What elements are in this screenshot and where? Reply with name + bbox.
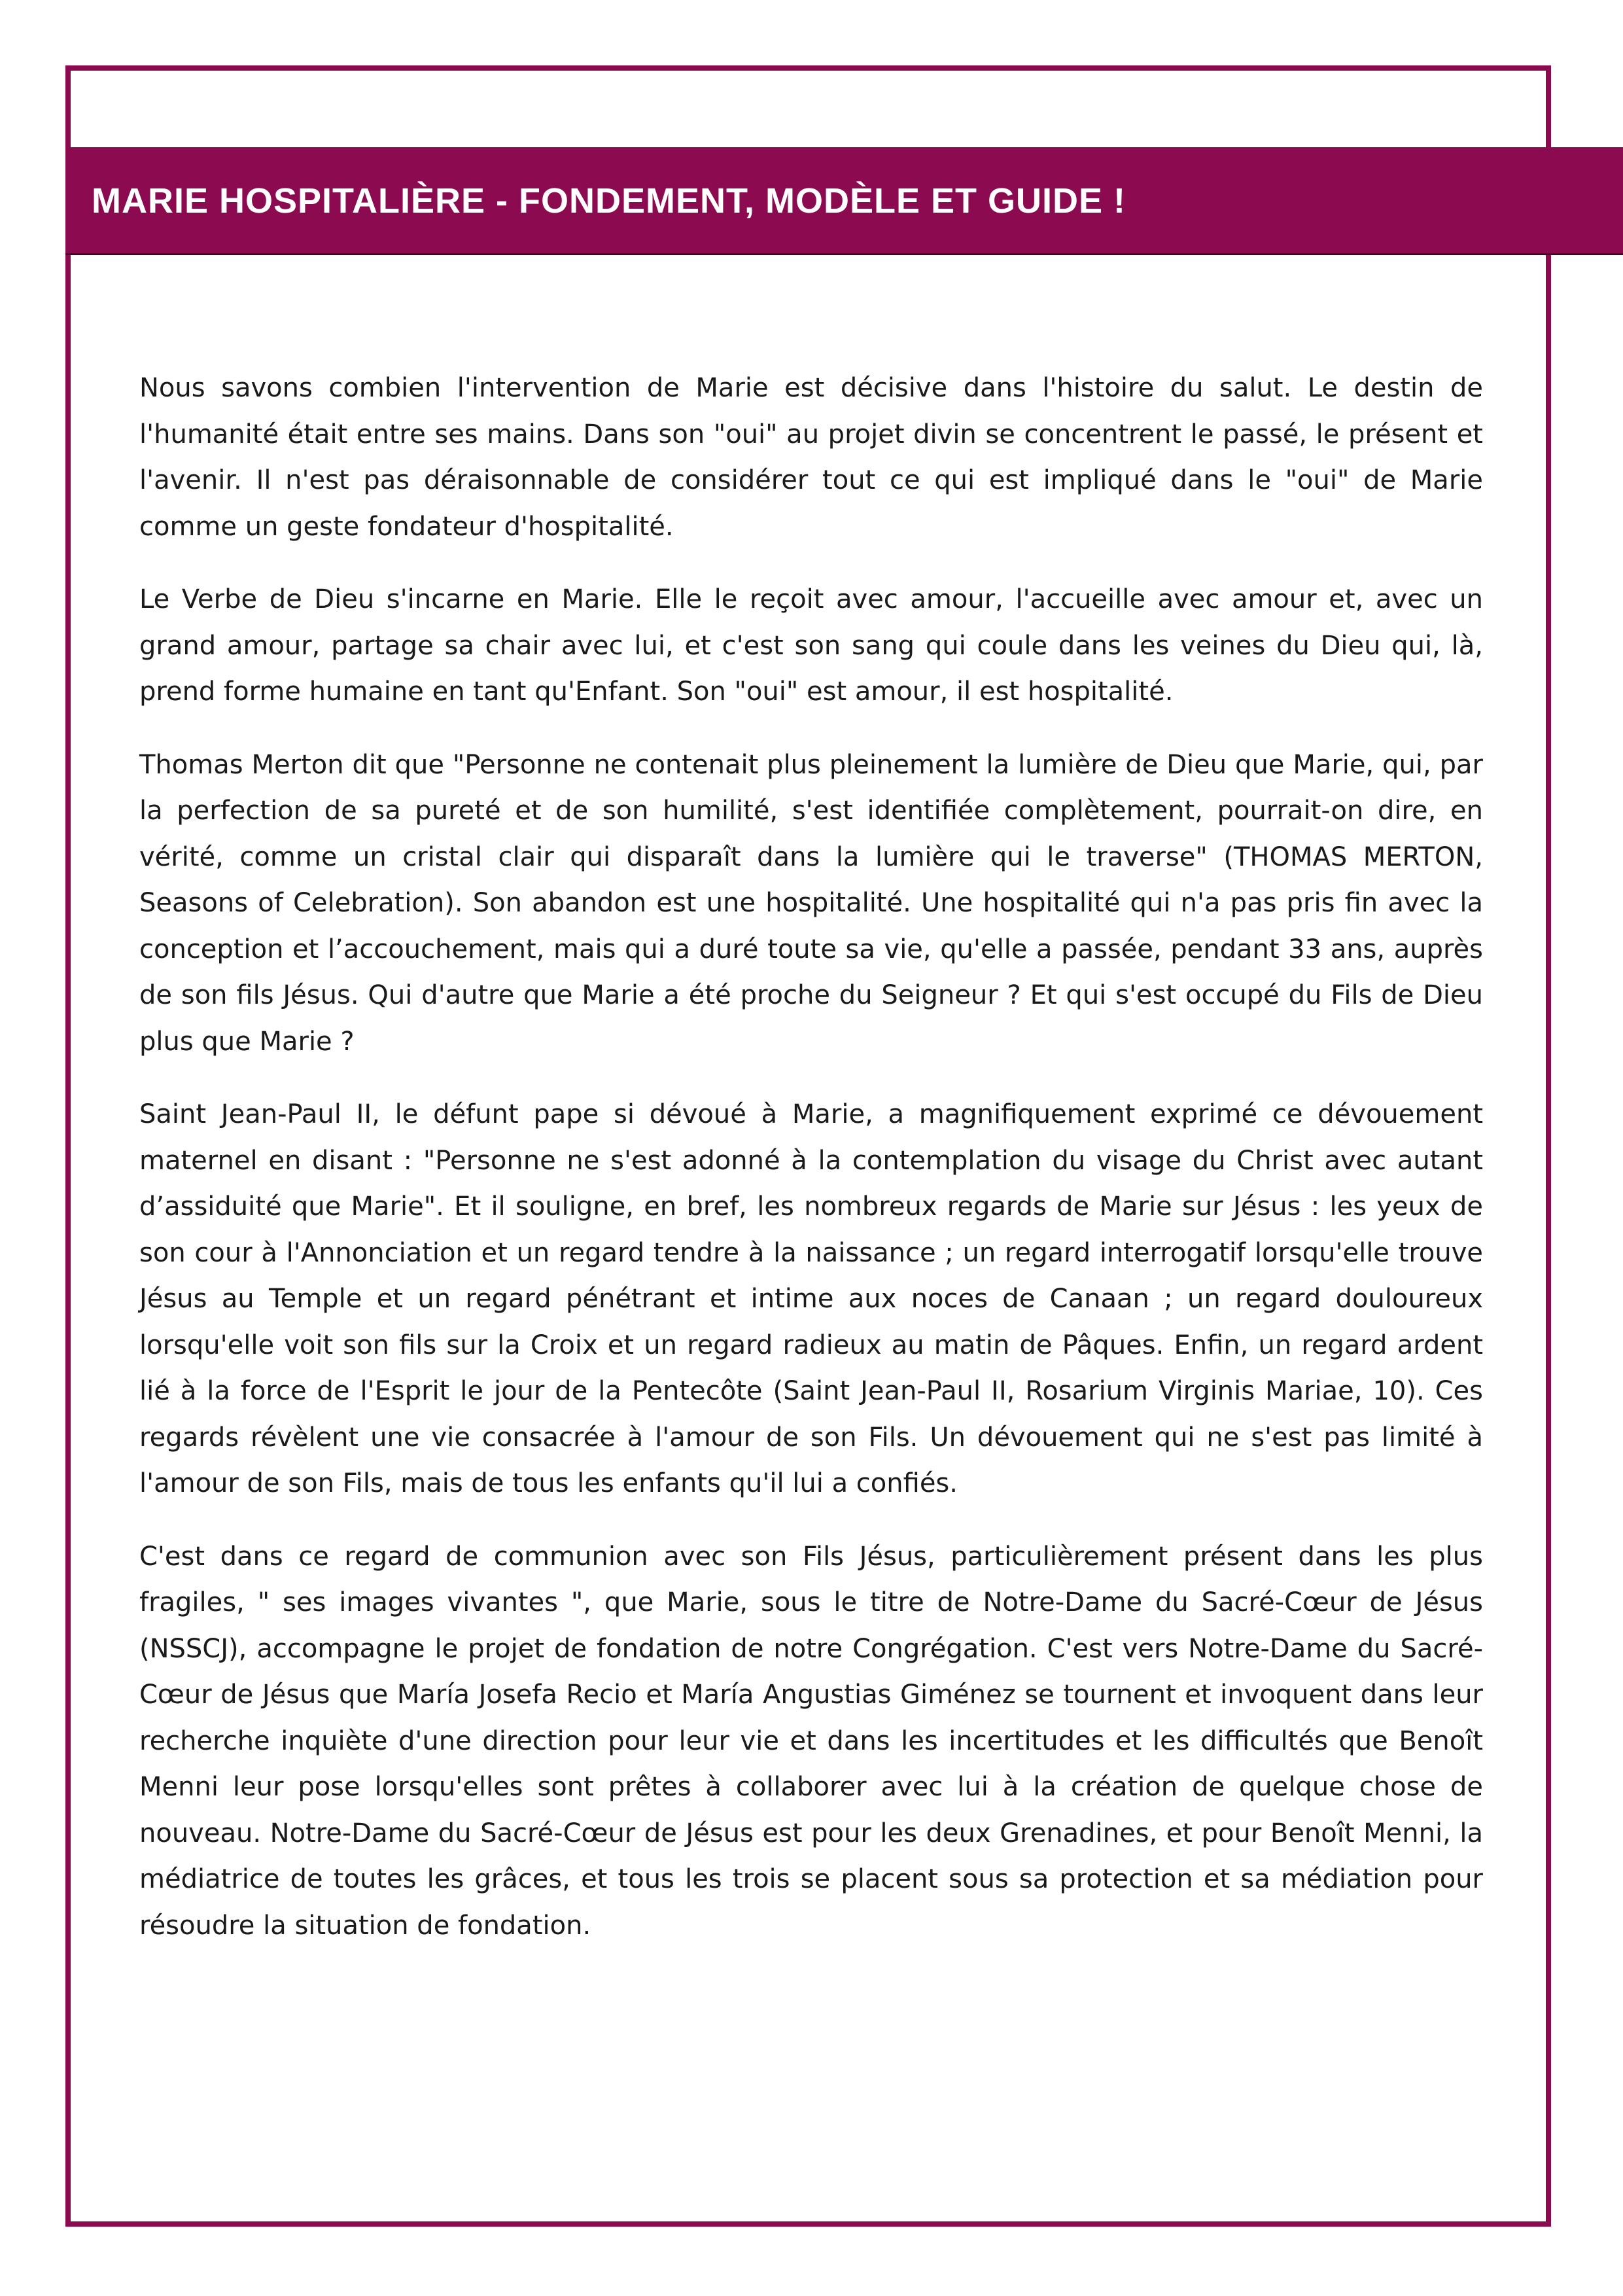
paragraph-3: Thomas Merton dit que "Personne ne contenait plus pleinement la lumière de Dieu que Marie, qui, par la perfection de sa pureté et de son humilité, s'est identifiée complètement, pourrait-on dire, en vérité, comme un cristal clair qui disparaît dans la lumière qui le traverse" (THOMAS MERTON, Seasons of Celebration). Son abandon est une hospitalité. Une hospitalité qui n'a pas pris fin avec la conception et l’accouchement, mais qui a duré toute sa vie, qu'elle a passée, pendant 33 ans, auprès de son fils Jésus. Qui d'autre que Marie a été proche du Seigneur ? Et qui s'est occupé du Fils de Dieu plus que Marie ? [139, 749, 1483, 1057]
article-body [139, 365, 1483, 1975]
page-title: MARIE HOSPITALIÈRE - FONDEMENT, MODÈLE ET GUIDE ! [92, 181, 1126, 221]
paragraph-5: C'est dans ce regard de communion avec son Fils Jésus, particulièrement présent dans les plus fragiles, " ses images vivantes ", que Marie, sous le titre de Notre-Dame du Sacré-Cœur de Jésus (NSSCJ), accompagne le projet de fondation de notre Congrégation. C'est vers Notre-Dame du Sacré-Cœur de Jésus que María Josefa Recio et María Angustias Giménez se tournent et invoquent dans leur recherche inquiète d'une direction pour leur vie et dans les incertitudes et les difficultés que Benoît Menni leur pose lorsqu'elles sont prêtes à collaborer avec lui à la création de quelque chose de nouveau. Notre-Dame du Sacré-Cœur de Jésus est pour les deux Grenadines, et pour Benoît Menni, la médiatrice de toutes les grâces, et tous les trois se placent sous sa protection et sa médiation pour résoudre la situation de fondation. [139, 1541, 1483, 1941]
title-banner [65, 147, 1623, 255]
paragraph-2: Le Verbe de Dieu s'incarne en Marie. Elle le reçoit avec amour, l'accueille avec amour et, avec un grand amour, partage sa chair avec lui, et c'est son sang qui coule dans les veines du Dieu qui, là, prend forme humaine en tant qu'Enfant. Son "oui" est amour, il est hospitalité. [139, 584, 1483, 707]
paragraph-4: Saint Jean-Paul II, le défunt pape si dévoué à Marie, a magnifiquement exprimé ce dévouement maternel en disant : "Personne ne s'est adonné à la contemplation du visage du Christ avec autant d’assiduité que Marie". Et il souligne, en bref, les nombreux regards de Marie sur Jésus : les yeux de son cour à l'Annonciation et un regard tendre à la naissance ; un regard interrogatif lorsqu'elle trouve Jésus au Temple et un regard pénétrant et intime aux noces de Canaan ; un regard douloureux lorsqu'elle voit son fils sur la Croix et un regard radieux au matin de Pâques. Enfin, un regard ardent lié à la force de l'Esprit le jour de la Pentecôte (Saint Jean-Paul II, Rosarium Virginis Mariae, 10). Ces regards révèlent une vie consacrée à l'amour de son Fils. Un dévouement qui ne s'est pas limité à l'amour de son Fils, mais de tous les enfants qu'il lui a confiés. [139, 1099, 1483, 1498]
paragraph-1: Nous savons combien l'intervention de Marie est décisive dans l'histoire du salut. Le destin de l'humanité était entre ses mains. Dans son "oui" au projet divin se concentrent le passé, le présent et l'avenir. Il n'est pas déraisonnable de considérer tout ce qui est impliqué dans le "oui" de Marie comme un geste fondateur d'hospitalité. [139, 373, 1483, 542]
